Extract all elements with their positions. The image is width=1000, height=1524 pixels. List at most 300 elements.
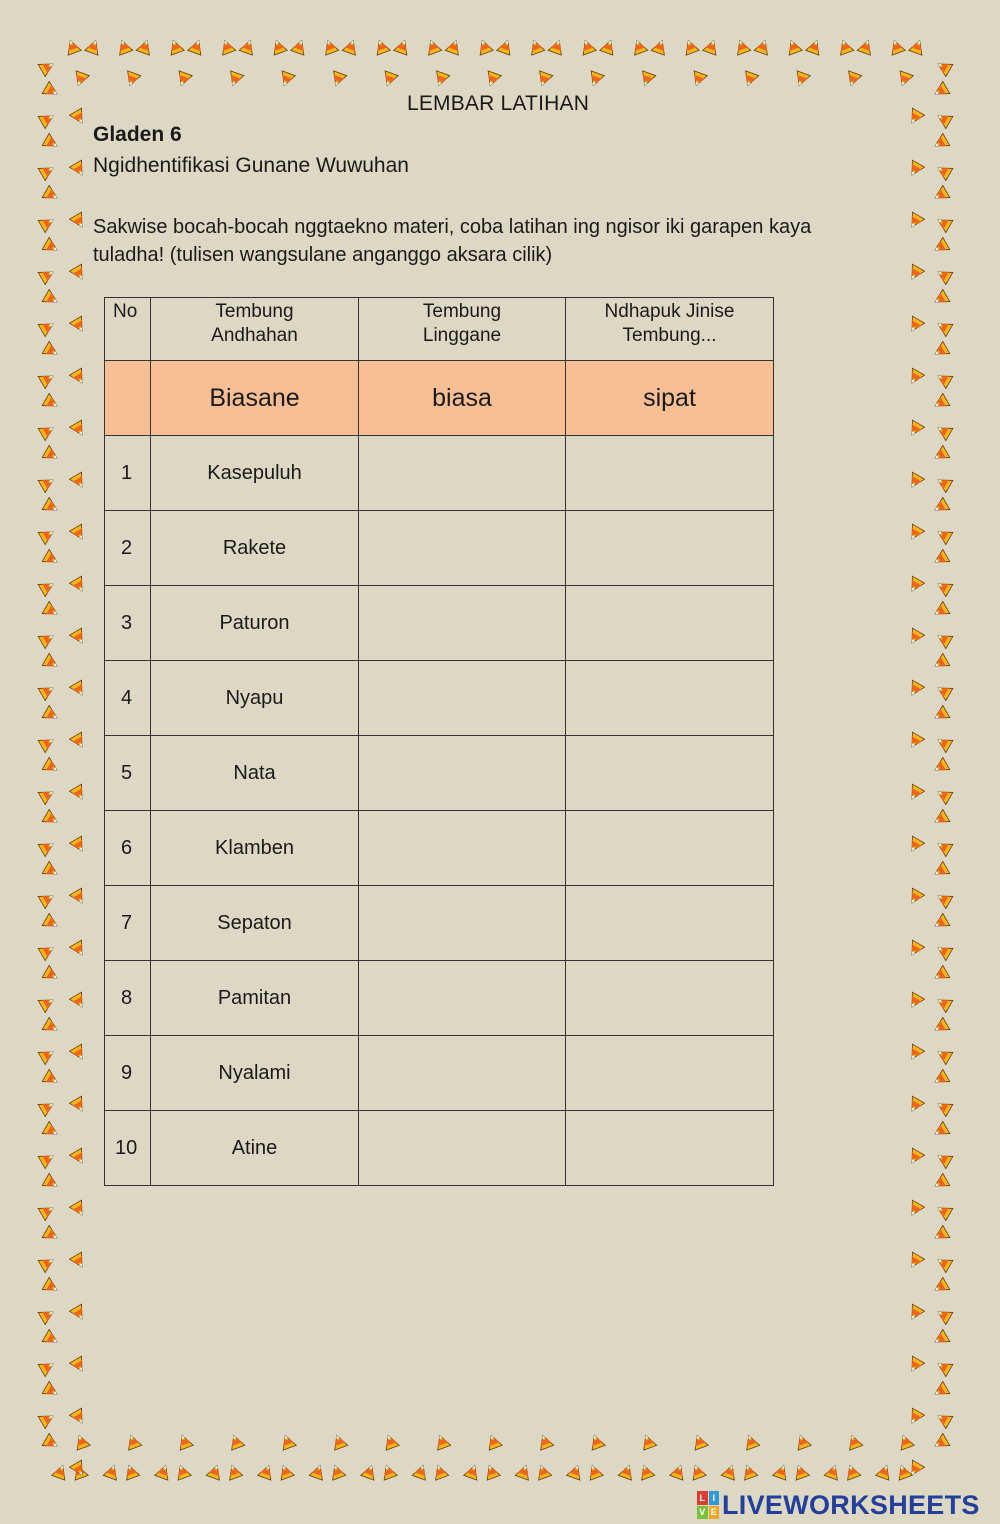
row-number: 3 xyxy=(105,586,151,661)
table-row xyxy=(105,586,774,661)
candy-corn-icon xyxy=(588,1433,606,1450)
candy-corn-icon xyxy=(64,38,82,55)
candy-corn-icon xyxy=(515,1463,533,1480)
row-number: 10 xyxy=(105,1111,151,1186)
candy-corn-icon xyxy=(536,1433,554,1450)
candy-corn-icon xyxy=(857,38,875,55)
table-row xyxy=(105,736,774,811)
candy-corn-icon xyxy=(484,71,502,88)
answer-jinise-field[interactable] xyxy=(566,886,774,961)
candy-corn-icon xyxy=(895,1463,913,1480)
candy-corn-icon xyxy=(328,1463,346,1480)
candy-corn-icon xyxy=(277,1463,295,1480)
candy-corn-icon xyxy=(38,734,56,753)
candy-corn-icon xyxy=(567,1463,585,1480)
answer-jinise-field[interactable] xyxy=(566,1111,774,1186)
candy-corn-icon xyxy=(844,71,862,88)
candy-corn-icon xyxy=(600,38,618,55)
candy-corn-icon xyxy=(38,1098,56,1117)
header-linggane: Tembung Linggane xyxy=(359,298,566,361)
candy-corn-icon xyxy=(935,1046,953,1065)
table-header-row xyxy=(105,298,774,361)
candy-corn-icon xyxy=(935,266,953,285)
candy-corn-icon xyxy=(69,1200,88,1218)
table-row xyxy=(105,886,774,961)
candy-corn-icon xyxy=(42,601,60,620)
candy-corn-icon xyxy=(932,393,950,412)
candy-corn-icon xyxy=(38,474,56,493)
header-andhahan: Tembung Andhahan xyxy=(151,298,359,361)
candy-corn-icon xyxy=(483,1463,501,1480)
candy-corn-icon xyxy=(38,890,56,909)
example-linggane: biasa xyxy=(359,361,566,436)
candy-corn-icon xyxy=(69,1304,88,1322)
candy-corn-icon xyxy=(932,133,950,152)
answer-jinise-field[interactable] xyxy=(566,736,774,811)
candy-corn-icon xyxy=(69,1460,88,1478)
candy-corn-icon xyxy=(527,38,545,55)
candy-corn-icon xyxy=(638,71,656,88)
candy-corn-icon xyxy=(42,757,60,776)
header-jinise: Ndhapuk Jinise Tembung... xyxy=(566,298,774,361)
candy-corn-icon xyxy=(258,1463,276,1480)
candy-corn-icon xyxy=(932,809,950,828)
candy-corn-icon xyxy=(792,1463,810,1480)
candy-corn-icon xyxy=(906,316,925,334)
row-word: Nyalami xyxy=(151,1036,359,1111)
example-jinise: sipat xyxy=(566,361,774,436)
candy-corn-icon xyxy=(906,628,925,646)
candy-corn-icon xyxy=(932,965,950,984)
candy-corn-icon xyxy=(69,888,88,906)
candy-corn-icon xyxy=(38,1046,56,1065)
candy-corn-icon xyxy=(906,1408,925,1426)
candy-corn-icon xyxy=(69,992,88,1010)
candy-corn-icon xyxy=(682,38,700,55)
candy-corn-icon xyxy=(69,1148,88,1166)
answer-jinise-field[interactable] xyxy=(566,436,774,511)
table-row xyxy=(105,811,774,886)
candy-corn-icon xyxy=(42,1017,60,1036)
candy-corn-icon xyxy=(836,38,854,55)
candy-corn-icon xyxy=(935,422,953,441)
row-number: 6 xyxy=(105,811,151,886)
candy-corn-icon xyxy=(38,318,56,337)
candy-corn-icon xyxy=(42,289,60,308)
candy-corn-icon xyxy=(906,940,925,958)
candy-corn-icon xyxy=(935,318,953,337)
row-word: Sepaton xyxy=(151,886,359,961)
candy-corn-icon xyxy=(69,1044,88,1062)
candy-corn-icon xyxy=(69,316,88,334)
candy-corn-icon xyxy=(42,1225,60,1244)
candy-corn-icon xyxy=(932,1017,950,1036)
row-word: Paturon xyxy=(151,586,359,661)
candy-corn-icon xyxy=(793,71,811,88)
candy-corn-icon xyxy=(42,1069,60,1088)
candy-corn-icon xyxy=(932,341,950,360)
candy-corn-icon xyxy=(897,1433,915,1450)
candy-corn-icon xyxy=(785,38,803,55)
candy-corn-icon xyxy=(845,1433,863,1450)
answer-jinise-field[interactable] xyxy=(566,586,774,661)
candy-corn-icon xyxy=(935,1410,953,1429)
candy-corn-icon xyxy=(278,71,296,88)
candy-corn-icon xyxy=(906,420,925,438)
answer-linggane-field[interactable] xyxy=(359,1111,566,1186)
candy-corn-icon xyxy=(534,1463,552,1480)
candy-corn-icon xyxy=(906,1304,925,1322)
candy-corn-icon xyxy=(42,1329,60,1348)
candy-corn-icon xyxy=(721,1463,739,1480)
row-word: Nata xyxy=(151,736,359,811)
exercise-table xyxy=(104,297,774,1186)
candy-corn-icon xyxy=(906,732,925,750)
candy-corn-icon xyxy=(935,682,953,701)
answer-linggane-field[interactable] xyxy=(359,961,566,1036)
candy-corn-icon xyxy=(740,1463,758,1480)
candy-corn-icon xyxy=(935,1150,953,1169)
candy-corn-icon xyxy=(38,526,56,545)
candy-corn-icon xyxy=(381,71,399,88)
candy-corn-icon xyxy=(69,628,88,646)
candy-corn-icon xyxy=(935,1358,953,1377)
candy-corn-icon xyxy=(69,680,88,698)
candy-corn-icon xyxy=(618,1463,636,1480)
table-row xyxy=(105,1036,774,1111)
answer-jinise-field[interactable] xyxy=(566,961,774,1036)
badge-letter: I xyxy=(709,1491,720,1505)
candy-corn-icon xyxy=(909,38,927,55)
table-row xyxy=(105,1111,774,1186)
candy-corn-icon xyxy=(42,809,60,828)
candy-corn-icon xyxy=(38,994,56,1013)
candy-corn-icon xyxy=(309,1463,327,1480)
row-number: 1 xyxy=(105,436,151,511)
candy-corn-icon xyxy=(42,913,60,932)
candy-corn-icon xyxy=(42,445,60,464)
answer-linggane-field[interactable] xyxy=(359,886,566,961)
candy-corn-icon xyxy=(906,160,925,178)
candy-corn-icon xyxy=(935,1306,953,1325)
candy-corn-icon xyxy=(103,1463,121,1480)
candy-corn-icon xyxy=(69,940,88,958)
candy-corn-icon xyxy=(935,370,953,389)
candy-corn-icon xyxy=(227,1433,245,1450)
row-word: Klamben xyxy=(151,811,359,886)
candy-corn-icon xyxy=(932,913,950,932)
candy-corn-icon xyxy=(935,1254,953,1273)
liveworksheets-logo[interactable] xyxy=(697,1488,980,1522)
worksheet-title: LEMBAR LATIHAN xyxy=(406,92,590,115)
candy-corn-icon xyxy=(586,1463,604,1480)
candy-corn-icon xyxy=(69,1356,88,1374)
row-number: 2 xyxy=(105,511,151,586)
candy-corn-icon xyxy=(906,836,925,854)
candy-corn-icon xyxy=(843,1463,861,1480)
candy-corn-icon xyxy=(42,1381,60,1400)
answer-jinise-field[interactable] xyxy=(566,811,774,886)
candy-corn-icon xyxy=(932,1225,950,1244)
answer-linggane-field[interactable] xyxy=(359,586,566,661)
candy-corn-icon xyxy=(42,185,60,204)
candy-corn-icon xyxy=(69,420,88,438)
table-row xyxy=(105,961,774,1036)
candy-corn-icon xyxy=(69,368,88,386)
row-number: 5 xyxy=(105,736,151,811)
candy-corn-icon xyxy=(394,38,412,55)
candy-corn-icon xyxy=(270,38,288,55)
example-row xyxy=(105,361,774,436)
candy-corn-icon xyxy=(432,71,450,88)
candy-corn-icon xyxy=(38,266,56,285)
answer-jinise-field[interactable] xyxy=(566,511,774,586)
candy-corn-icon xyxy=(226,71,244,88)
candy-corn-icon xyxy=(773,1463,791,1480)
candy-corn-icon xyxy=(42,965,60,984)
candy-corn-icon xyxy=(85,38,103,55)
candy-corn-icon xyxy=(906,992,925,1010)
table-row xyxy=(105,436,774,511)
worksheet-topic: Ngidhentifikasi Gunane Wuwuhan xyxy=(93,154,409,177)
candy-corn-icon xyxy=(124,1433,142,1450)
candy-corn-icon xyxy=(321,38,339,55)
candy-corn-icon xyxy=(464,1463,482,1480)
candy-corn-icon xyxy=(935,890,953,909)
candy-corn-icon xyxy=(935,214,953,233)
candy-corn-icon xyxy=(123,71,141,88)
candy-corn-icon xyxy=(906,264,925,282)
candy-corn-icon xyxy=(38,370,56,389)
candy-corn-icon xyxy=(906,368,925,386)
candy-corn-icon xyxy=(932,289,950,308)
candy-corn-icon xyxy=(932,1381,950,1400)
candy-corn-icon xyxy=(932,1277,950,1296)
candy-corn-icon xyxy=(42,341,60,360)
candy-corn-icon xyxy=(906,1044,925,1062)
candy-corn-icon xyxy=(935,942,953,961)
candy-corn-icon xyxy=(69,1252,88,1270)
candy-corn-icon xyxy=(69,212,88,230)
candy-corn-icon xyxy=(476,38,494,55)
header-no: No xyxy=(105,298,151,361)
candy-corn-icon xyxy=(38,630,56,649)
candy-corn-icon xyxy=(38,58,56,77)
candy-corn-icon xyxy=(935,1098,953,1117)
table-row xyxy=(105,511,774,586)
worksheet-subtitle: Gladen 6 xyxy=(93,123,182,146)
candy-corn-icon xyxy=(906,524,925,542)
candy-corn-icon xyxy=(935,58,953,77)
candy-corn-icon xyxy=(733,38,751,55)
candy-corn-icon xyxy=(38,422,56,441)
candy-corn-icon xyxy=(935,162,953,181)
candy-corn-icon xyxy=(932,185,950,204)
candy-corn-icon xyxy=(637,1463,655,1480)
candy-corn-icon xyxy=(742,1433,760,1450)
answer-jinise-field[interactable] xyxy=(566,661,774,736)
candy-corn-icon xyxy=(291,38,309,55)
candy-corn-icon xyxy=(794,1433,812,1450)
candy-corn-icon xyxy=(42,549,60,568)
candy-corn-icon xyxy=(806,38,824,55)
candy-corn-icon xyxy=(71,1463,89,1480)
candy-corn-icon xyxy=(754,38,772,55)
candy-corn-icon xyxy=(38,214,56,233)
candy-corn-icon xyxy=(42,1433,60,1452)
candy-corn-icon xyxy=(932,757,950,776)
candy-corn-icon xyxy=(935,838,953,857)
candy-corn-icon xyxy=(206,1463,224,1480)
candy-corn-icon xyxy=(932,653,950,672)
candy-corn-icon xyxy=(69,576,88,594)
candy-corn-icon xyxy=(935,994,953,1013)
candy-corn-icon xyxy=(174,1463,192,1480)
candy-corn-icon xyxy=(42,653,60,672)
candy-corn-icon xyxy=(431,1463,449,1480)
candy-corn-icon xyxy=(155,1463,173,1480)
candy-corn-icon xyxy=(485,1433,503,1450)
candy-corn-icon xyxy=(932,1121,950,1140)
candy-corn-icon xyxy=(38,1150,56,1169)
candy-corn-icon xyxy=(935,474,953,493)
row-number: 9 xyxy=(105,1036,151,1111)
candy-corn-icon xyxy=(935,630,953,649)
row-word: Rakete xyxy=(151,511,359,586)
candy-corn-icon xyxy=(932,1329,950,1348)
candy-corn-icon xyxy=(136,38,154,55)
candy-corn-icon xyxy=(52,1463,70,1480)
candy-corn-icon xyxy=(69,1408,88,1426)
candy-corn-icon xyxy=(587,71,605,88)
candy-corn-icon xyxy=(932,1173,950,1192)
candy-corn-icon xyxy=(906,680,925,698)
candy-corn-icon xyxy=(703,38,721,55)
answer-linggane-field[interactable] xyxy=(359,436,566,511)
candy-corn-icon xyxy=(906,784,925,802)
candy-corn-icon xyxy=(329,71,347,88)
candy-corn-icon xyxy=(932,445,950,464)
candy-corn-icon xyxy=(175,71,193,88)
candy-corn-icon xyxy=(38,162,56,181)
candy-corn-icon xyxy=(73,1433,91,1450)
candy-corn-icon xyxy=(69,264,88,282)
candy-corn-icon xyxy=(932,601,950,620)
candy-corn-icon xyxy=(932,861,950,880)
candy-corn-icon xyxy=(824,1463,842,1480)
answer-linggane-field[interactable] xyxy=(359,1036,566,1111)
candy-corn-icon xyxy=(906,472,925,490)
candy-corn-icon xyxy=(225,1463,243,1480)
candy-corn-icon xyxy=(69,160,88,178)
candy-corn-icon xyxy=(38,1410,56,1429)
candy-corn-icon xyxy=(535,71,553,88)
candy-corn-icon xyxy=(176,1433,194,1450)
row-word: Kasepuluh xyxy=(151,436,359,511)
candy-corn-icon xyxy=(497,38,515,55)
candy-corn-icon xyxy=(72,71,90,88)
candy-corn-icon xyxy=(373,38,391,55)
answer-linggane-field[interactable] xyxy=(359,511,566,586)
candy-corn-icon xyxy=(896,71,914,88)
candy-corn-icon xyxy=(445,38,463,55)
answer-linggane-field[interactable] xyxy=(359,811,566,886)
candy-corn-icon xyxy=(888,38,906,55)
candy-corn-icon xyxy=(906,1252,925,1270)
candy-corn-icon xyxy=(42,237,60,256)
candy-corn-icon xyxy=(38,682,56,701)
candy-corn-icon xyxy=(412,1463,430,1480)
candy-corn-icon xyxy=(932,705,950,724)
example-andhahan: Biasane xyxy=(151,361,359,436)
example-no xyxy=(105,361,151,436)
candy-corn-icon xyxy=(115,38,133,55)
row-word: Atine xyxy=(151,1111,359,1186)
row-word: Nyapu xyxy=(151,661,359,736)
badge-letter: V xyxy=(697,1506,708,1520)
candy-corn-icon xyxy=(330,1433,348,1450)
candy-corn-icon xyxy=(38,1254,56,1273)
candy-corn-icon xyxy=(932,497,950,516)
candy-corn-icon xyxy=(935,578,953,597)
row-word: Pamitan xyxy=(151,961,359,1036)
answer-linggane-field[interactable] xyxy=(359,661,566,736)
candy-corn-icon xyxy=(433,1433,451,1450)
candy-corn-icon xyxy=(38,942,56,961)
candy-corn-icon xyxy=(69,784,88,802)
candy-corn-icon xyxy=(906,888,925,906)
badge-letter: L xyxy=(697,1491,708,1505)
candy-corn-icon xyxy=(670,1463,688,1480)
candy-corn-icon xyxy=(906,212,925,230)
candy-corn-icon xyxy=(424,38,442,55)
candy-corn-icon xyxy=(361,1463,379,1480)
logo-badge-icon xyxy=(697,1491,719,1519)
candy-corn-icon xyxy=(651,38,669,55)
candy-corn-icon xyxy=(42,1277,60,1296)
candy-corn-icon xyxy=(935,526,953,545)
row-number: 4 xyxy=(105,661,151,736)
candy-corn-icon xyxy=(906,1460,925,1478)
candy-corn-icon xyxy=(188,38,206,55)
candy-corn-icon xyxy=(741,71,759,88)
candy-corn-icon xyxy=(342,38,360,55)
answer-linggane-field[interactable] xyxy=(359,736,566,811)
candy-corn-icon xyxy=(122,1463,140,1480)
candy-corn-icon xyxy=(639,1433,657,1450)
candy-corn-icon xyxy=(42,393,60,412)
candy-corn-icon xyxy=(906,1200,925,1218)
candy-corn-icon xyxy=(935,1202,953,1221)
candy-corn-icon xyxy=(906,576,925,594)
candy-corn-icon xyxy=(42,1173,60,1192)
candy-corn-icon xyxy=(548,38,566,55)
candy-corn-icon xyxy=(935,734,953,753)
candy-corn-icon xyxy=(38,578,56,597)
candy-corn-icon xyxy=(935,786,953,805)
candy-corn-icon xyxy=(689,1463,707,1480)
logo-text: LIVEWORKSHEETS xyxy=(722,1489,980,1520)
candy-corn-icon xyxy=(218,38,236,55)
candy-corn-icon xyxy=(876,1463,894,1480)
badge-letter: E xyxy=(709,1506,720,1520)
candy-corn-icon xyxy=(69,732,88,750)
table-row xyxy=(105,661,774,736)
answer-jinise-field[interactable] xyxy=(566,1036,774,1111)
candy-corn-icon xyxy=(42,705,60,724)
candy-corn-icon xyxy=(69,1096,88,1114)
candy-corn-icon xyxy=(906,1356,925,1374)
